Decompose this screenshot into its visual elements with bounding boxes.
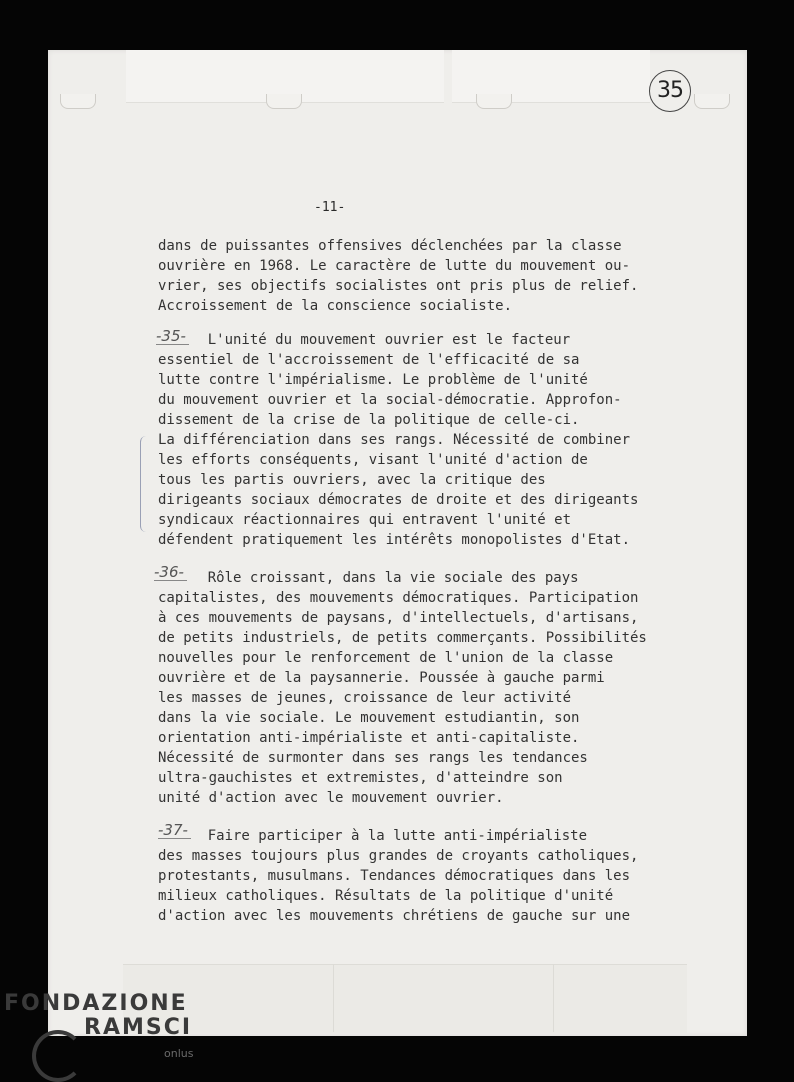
text-line: d'action avec les mouvements chrétiens de gauche sur une <box>158 908 631 924</box>
text-line: unité d'action avec le mouvement ouvrier. <box>158 790 504 806</box>
paragraph-number-36: - 36 - <box>154 564 187 581</box>
text-line: dans la vie sociale. Le mouvement estudiantin, son <box>158 710 580 726</box>
mounting-clip <box>476 94 512 109</box>
mounting-clip <box>694 94 730 109</box>
text-line: dans de puissantes offensives déclenchées par la classe <box>158 238 622 254</box>
paragraph-37 <box>158 826 638 926</box>
text-line: Nécessité de surmonter dans ses rangs les tendances <box>158 750 588 766</box>
text-line: Faire participer à la lutte anti-impérialiste <box>174 828 588 844</box>
text-line: Rôle croissant, dans la vie sociale des pays <box>174 570 579 586</box>
paragraph-36 <box>158 568 647 808</box>
text-line: protestants, musulmans. Tendances démocratiques dans les <box>158 868 631 884</box>
text-line: dissement de la crise de la politique de celle-ci. <box>158 412 580 428</box>
text-line: défendent pratiquement les intérêts monopolistes d'Etat. <box>158 532 631 548</box>
text-line: des masses toujours plus grandes de croyants catholiques, <box>158 848 639 864</box>
mounting-clip <box>60 94 96 109</box>
text-line: orientation anti-impérialiste et anti-capitaliste. <box>158 730 580 746</box>
text-line: du mouvement ouvrier et la social-démocratie. Approfon- <box>158 392 622 408</box>
watermark-sub: onlus <box>164 1047 194 1060</box>
text-line: à ces mouvements de paysans, d'intellectuels, d'artisans, <box>158 610 639 626</box>
paragraph-number-37: - 37 - <box>158 822 191 839</box>
archive-page-number: 35 <box>649 70 691 112</box>
text-line: lutte contre l'impérialisme. Le problème de l'unité <box>158 372 588 388</box>
text-line: La différenciation dans ses rangs. Nécessité de combiner <box>158 432 631 448</box>
text-line: milieux catholiques. Résultats de la politique d'unité <box>158 888 614 904</box>
page-number: -11- <box>314 200 346 215</box>
paragraph-number-35: - 35 - <box>156 328 189 345</box>
text-line: vrier, ses objectifs socialistes ont pris plus de relief. <box>158 278 639 294</box>
mounting-lower-panel <box>123 964 687 1033</box>
text-line: L'unité du mouvement ouvrier est le facteur <box>174 332 571 348</box>
text-line: essentiel de l'accroissement de l'efficacité de sa <box>158 352 580 368</box>
text-line: ouvrière en 1968. Le caractère de lutte du mouvement ou- <box>158 258 631 274</box>
text-line: les masses de jeunes, croissance de leur activité <box>158 690 572 706</box>
text-line: ouvrière et de la paysannerie. Poussée à gauche parmi <box>158 670 605 686</box>
watermark-line1: FONDAZIONE <box>4 991 188 1016</box>
text-line: de petits industriels, de petits commerçants. Possibilités <box>158 630 647 646</box>
watermark-fondazione-gramsci <box>4 991 194 1060</box>
text-line: ultra-gauchistes et extremistes, d'atteindre son <box>158 770 563 786</box>
text-line: tous les partis ouvriers, avec la critique des <box>158 472 546 488</box>
text-line: syndicaux réactionnaires qui entravent l'unité et <box>158 512 572 528</box>
watermark-line2: RAMSCI <box>84 1015 193 1040</box>
text-line: dirigeants sociaux démocrates de droite et des dirigeants <box>158 492 639 508</box>
margin-bracket-mark <box>140 436 151 532</box>
text-line: capitalistes, des mouvements démocratiques. Participation <box>158 590 639 606</box>
mounting-clip <box>266 94 302 109</box>
paragraph-35 <box>158 330 638 550</box>
mounting-divider <box>333 964 334 1032</box>
text-line: les efforts conséquents, visant l'unité d'action de <box>158 452 588 468</box>
paragraph-continuation <box>158 236 638 316</box>
document-sheet <box>48 50 747 1036</box>
mounting-divider <box>553 964 554 1032</box>
text-line: Accroissement de la conscience socialiste. <box>158 298 513 314</box>
text-line: nouvelles pour le renforcement de l'union de la classe <box>158 650 614 666</box>
